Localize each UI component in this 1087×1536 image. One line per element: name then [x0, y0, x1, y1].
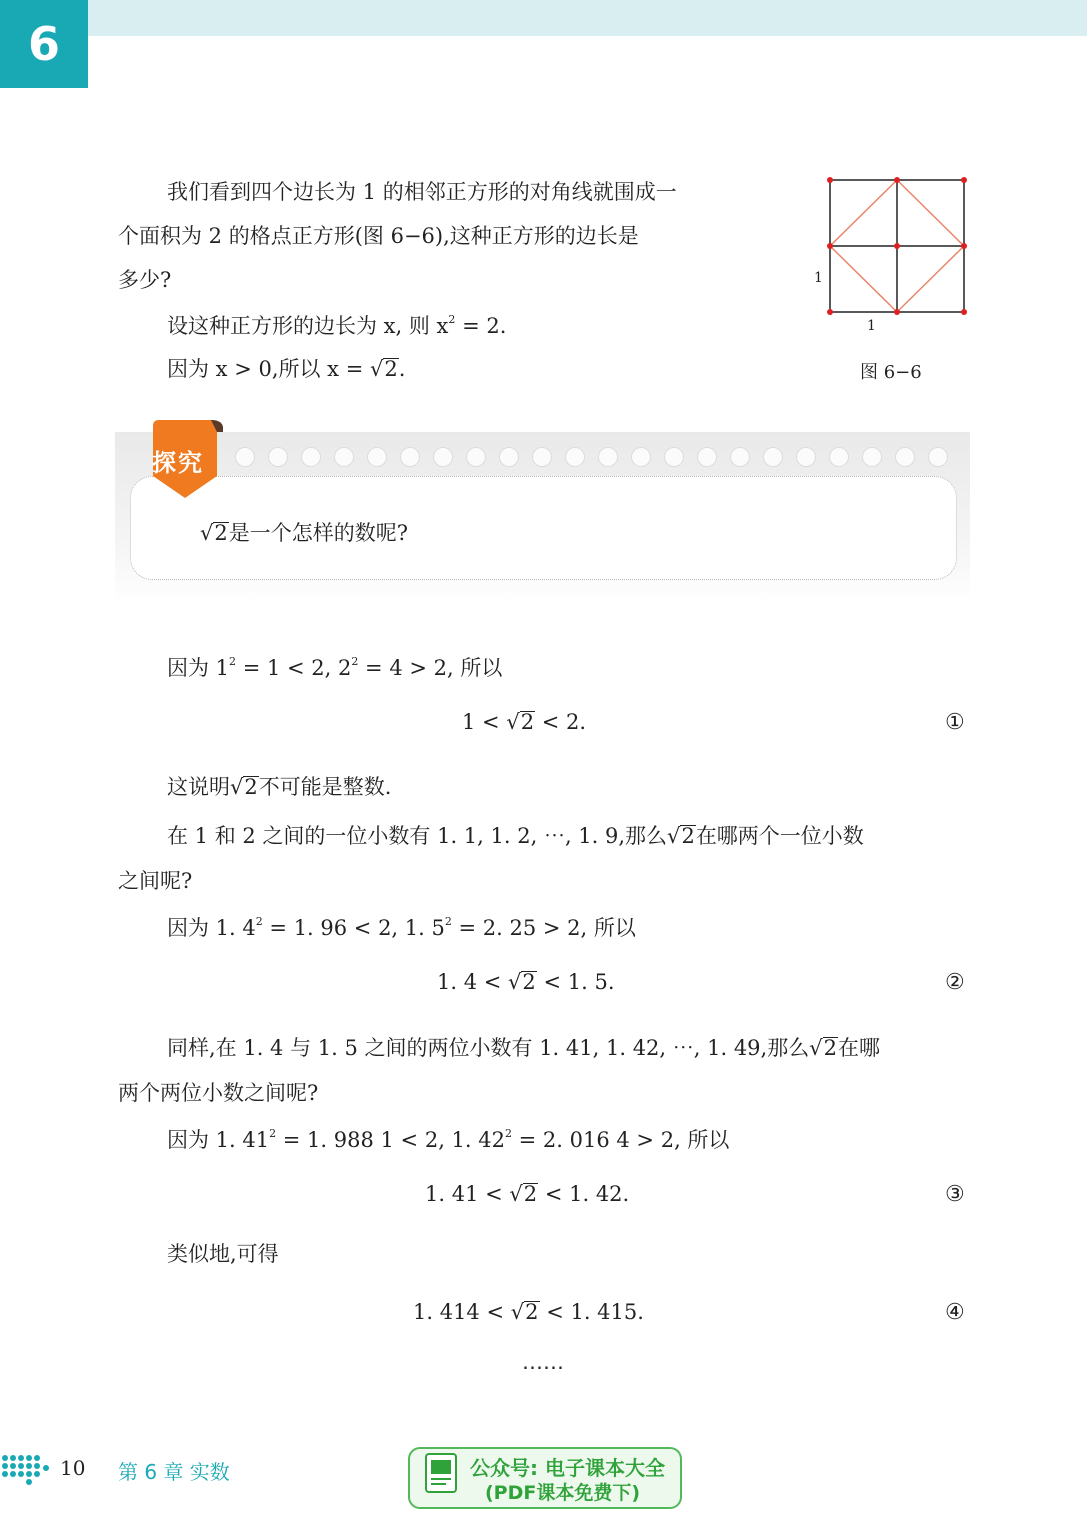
- explore-tag-label: 探究: [152, 449, 204, 477]
- equation-mark-2: ②: [945, 970, 965, 995]
- figure-caption: 图 6−6: [860, 362, 922, 383]
- body-sentence-3-cont: 之间呢?: [118, 869, 193, 893]
- intro-line-5: 因为 x > 0,所以 x = √2.: [167, 357, 406, 381]
- badge-line-1: 公众号: 电子课本大全: [470, 1456, 665, 1480]
- inequality-4: 1. 414 < √2 < 1. 415.: [413, 1300, 644, 1324]
- equation-mark-1: ①: [945, 710, 965, 735]
- top-bar: [0, 0, 1087, 36]
- body-sentence-6: 因为 1. $41^2 = 1$. 988 1 < 2, 1. $42^2 = 2$. 016 4 > 2, 所以: [167, 1127, 730, 1152]
- explore-dots: [235, 447, 948, 467]
- intro-line-2: 个面积为 2 的格点正方形(图 6−6),这种正方形的边长是: [118, 224, 639, 248]
- body-sentence-3: 在 1 和 2 之间的一位小数有 1. 1, 1. 2, ⋯, 1. 9,那么√2在哪两个一位小数: [167, 824, 864, 848]
- intro-line-4: 设这种正方形的边长为 x, 则 $x^2 = 2$.: [167, 313, 507, 338]
- body-sentence-5-cont: 两个两位小数之间呢?: [118, 1081, 319, 1105]
- page-number: 10: [60, 1456, 86, 1480]
- equation-mark-4: ④: [945, 1300, 965, 1325]
- inequality-2: 1. 4 < √2 < 1. 5.: [437, 970, 615, 994]
- inequality-1: 1 < √2 < 2.: [462, 710, 587, 734]
- badge-line-2: (PDF课本免费下): [485, 1482, 641, 1504]
- footer-dots-icon: [0, 1450, 55, 1490]
- equation-mark-3: ③: [945, 1182, 965, 1207]
- body-sentence-5: 同样,在 1. 4 与 1. 5 之间的两位小数有 1. 41, 1. 42, ⋯, 1. 49,那么√2在哪: [167, 1036, 880, 1060]
- body-sentence-7: 类似地,可得: [167, 1242, 279, 1266]
- ellipsis: ⋯⋯: [522, 1355, 564, 1379]
- body-sentence-1: 因为 $1^2 = 1 < 2$, $2^2 = 4 > 2$, 所以: [167, 655, 503, 680]
- intro-line-1: 我们看到四个边长为 1 的相邻正方形的对角线就围成一: [167, 180, 677, 204]
- book-icon: [422, 1452, 462, 1500]
- figure-label-left: 1: [814, 270, 823, 286]
- footer-chapter-title: 第 6 章 实数: [118, 1460, 230, 1484]
- lattice-square-figure: [810, 168, 980, 338]
- chapter-number-tab: 6: [0, 0, 88, 88]
- intro-line-3: 多少?: [118, 268, 172, 292]
- inequality-3: 1. 41 < √2 < 1. 42.: [425, 1182, 630, 1206]
- body-sentence-4: 因为 1. $4^2 = 1$. 96 < 2, 1. $5^2 = 2$. 25 > 2, 所以: [167, 915, 636, 940]
- explore-question: √2是一个怎样的数呢?: [200, 521, 409, 545]
- body-sentence-2: 这说明√2不可能是整数.: [167, 775, 392, 799]
- figure-label-bottom: 1: [867, 318, 876, 334]
